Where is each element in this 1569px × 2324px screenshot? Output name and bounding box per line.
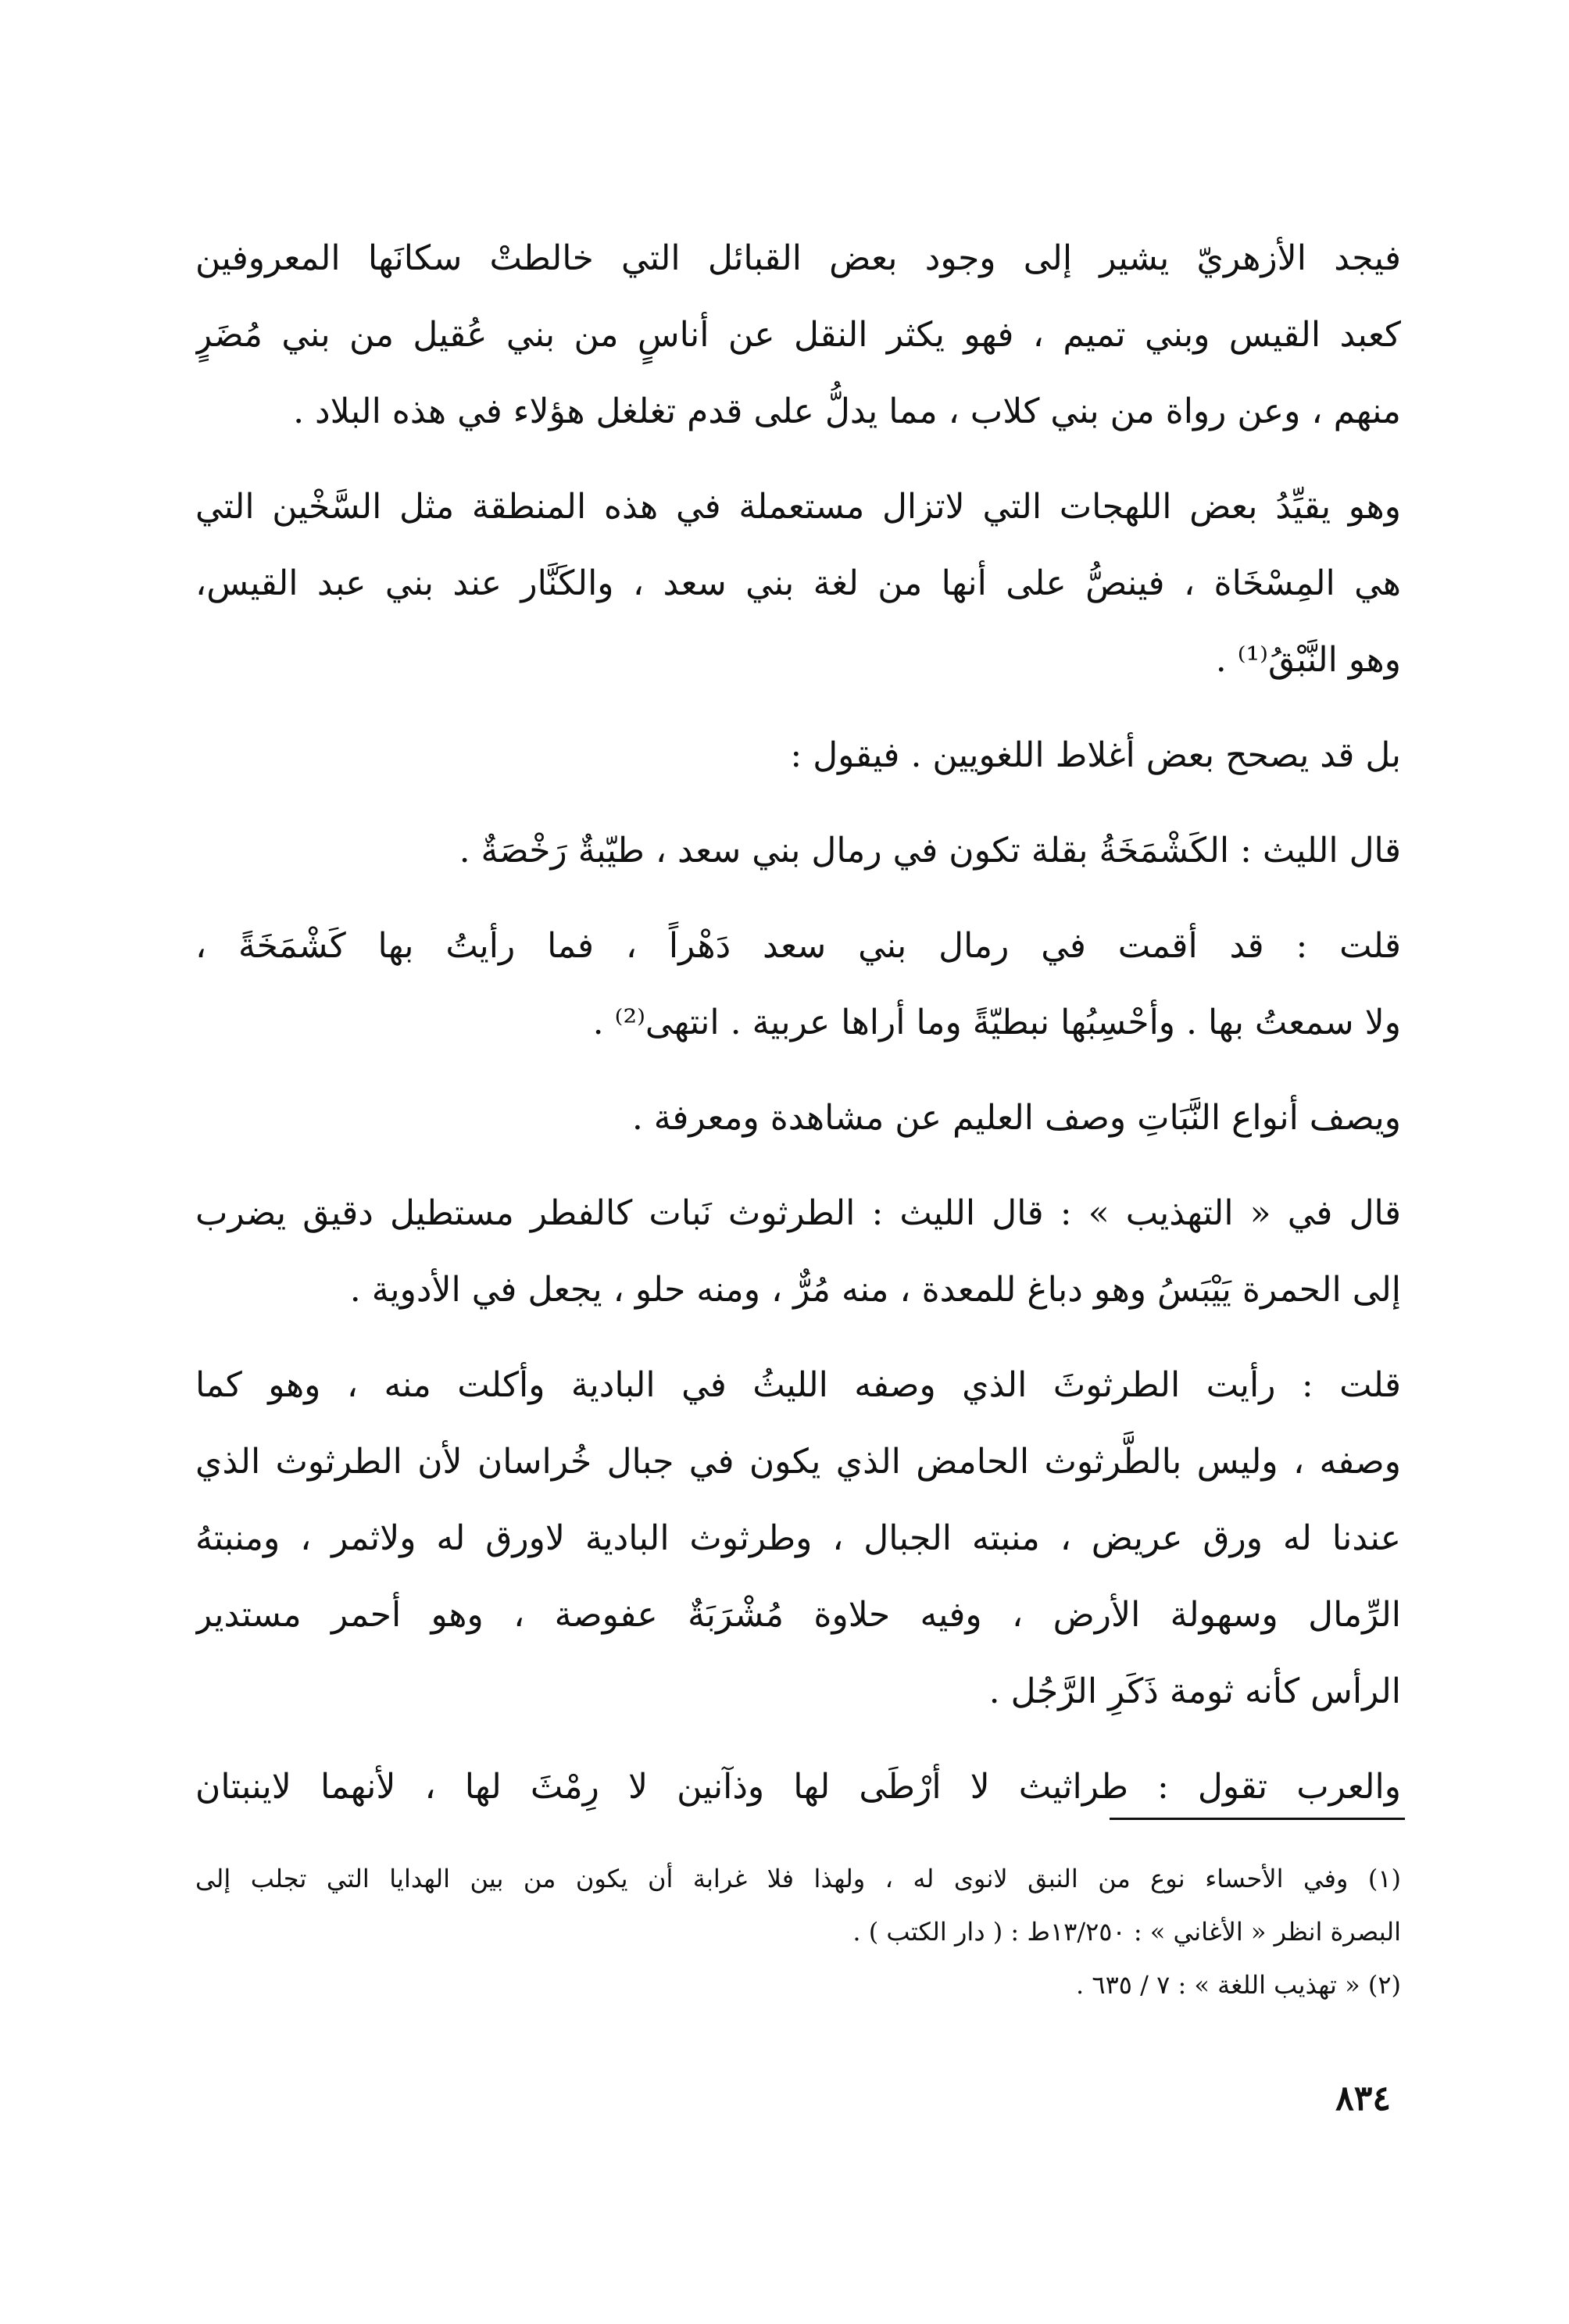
footnote-line: (٢) « تهذيب اللغة » : ٧ / ٦٣٥ . xyxy=(1076,1970,1401,2000)
paragraph-5 xyxy=(195,908,1401,1061)
footnotes xyxy=(195,1852,1401,2011)
text-line: الرأس كأنه ثومة ذَكَرِ الرَّجُل . xyxy=(988,1671,1401,1711)
paragraph-4 xyxy=(195,813,1401,889)
text-line: قال في « التهذيب » : قال الليث : الطرثوث نَبات كالفطر مستطيل دقيق يضرب xyxy=(195,1193,1401,1233)
paragraph-3 xyxy=(195,717,1401,794)
paragraph-9 xyxy=(195,1749,1401,1825)
text-line: بل قد يصحح بعض أغلاط اللغويين . فيقول : xyxy=(790,735,1401,775)
text-line: وصفه ، وليس بالطَّرثوث الحامض الذي يكون في جبال خُراسان لأن الطرثوث الذي xyxy=(195,1442,1401,1482)
footnote-line: البصرة انظر « الأغاني » : ١٣/٢٥٠ط : ( دار الكتب ) . xyxy=(852,1917,1401,1947)
text-line: وهو النَّبْقُ⁽¹⁾ . xyxy=(1215,640,1401,680)
text-line: ويصف أنواع النَّبَاتِ وصف العليم عن مشاهدة ومعرفة . xyxy=(631,1098,1401,1138)
text-line: الرِّمال وسهولة الأرض ، وفيه حلاوة مُشْرَبَةٌ عفوصة ، وهو أحمر مستدير xyxy=(195,1595,1401,1635)
text-line: قلت : قد أقمت في رمال بني سعد دَهْراً ، فما رأيتُ بها كَشْمَخَةً ، xyxy=(195,926,1401,966)
text-line: منهم ، وعن رواة من بني كلاب ، مما يدلُّ على قدم تغلغل هؤلاء في هذه البلاد . xyxy=(293,392,1401,431)
paragraph-7 xyxy=(195,1175,1401,1328)
main-text xyxy=(195,220,1401,1825)
text-line: وهو يقيِّدُ بعض اللهجات التي لاتزال مستعملة في هذه المنطقة مثل السَّخْين التي xyxy=(195,487,1401,527)
text-line: قلت : رأيت الطرثوثَ الذي وصفه الليثُ في البادية وأكلت منه ، وهو كما xyxy=(195,1365,1401,1405)
text-line: والعرب تقول : طراثيث لا أرْطَى لها وذآنين لا رِمْثَ لها ، لأنهما لاينبتان xyxy=(195,1767,1401,1807)
text-line: إلى الحمرة يَيْبَسُ وهو دباغ للمعدة ، منه مُرٌّ ، ومنه حلو ، يجعل في الأدوية . xyxy=(349,1270,1401,1310)
text-line: ولا سمعتُ بها . وأحْسِبُها نبطيّةً وما أراها عربية . انتهى⁽²⁾ . xyxy=(592,1003,1401,1042)
footnote-separator xyxy=(1110,1818,1405,1820)
paragraph-8 xyxy=(195,1347,1401,1730)
text-line: قال الليث : الكَشْمَخَةُ بقلة تكون في رمال بني سعد ، طيّبةٌ رَخْصَةٌ . xyxy=(459,831,1401,871)
page-number: ٨٣٤ xyxy=(1335,2079,1391,2118)
footnote-line: (١) وفي الأحساء نوع من النبق لانوى له ، ولهذا فلا غرابة أن يكون من بين الهدايا التي تجلب إلى xyxy=(195,1864,1401,1893)
text-line: هي المِسْخَاة ، فينصُّ على أنها من لغة بني سعد ، والكَنَّار عند بني عبد القيس، xyxy=(195,563,1401,603)
paragraph-6 xyxy=(195,1080,1401,1157)
text-line: عندنا له ورق عريض ، منبته الجبال ، وطرثوث البادية لاورق له ولاثمر ، ومنبتهُ xyxy=(195,1518,1401,1558)
paragraph-1 xyxy=(195,220,1401,450)
paragraph-2 xyxy=(195,469,1401,699)
text-line: كعبد القيس وبني تميم ، فهو يكثر النقل عن أناسٍ من بني عُقيل من بني مُضَرٍ xyxy=(195,315,1401,355)
text-line: فيجد الأزهريّ يشير إلى وجود بعض القبائل التي خالطتْ سكانَها المعروفين xyxy=(195,238,1401,278)
